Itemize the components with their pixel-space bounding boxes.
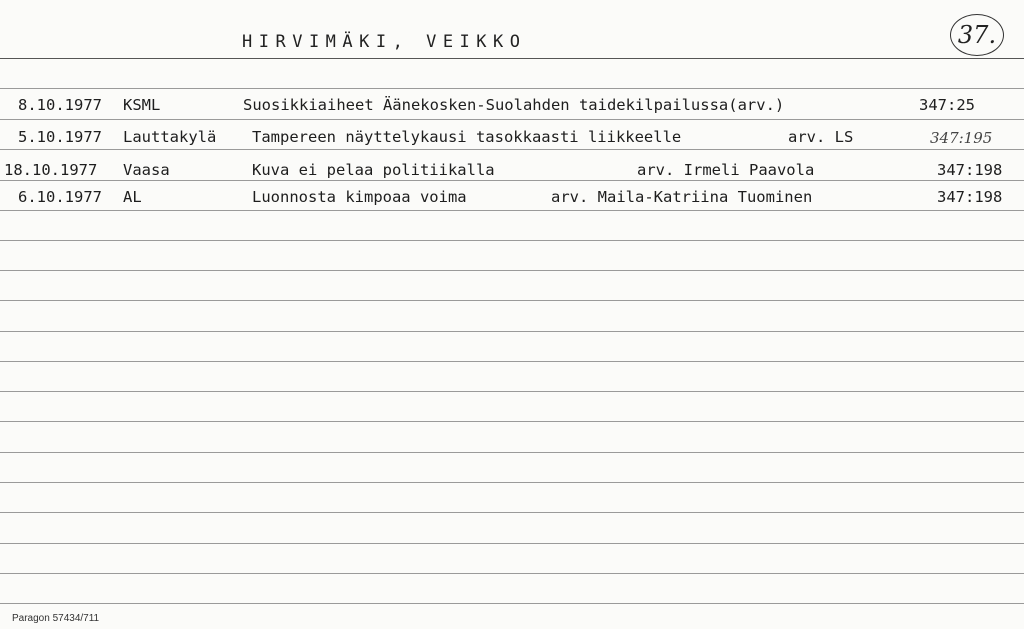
card-number-circle: [950, 14, 1004, 56]
entry-reviewer: arv. Maila-Katriina Tuominen: [551, 188, 813, 206]
entry-text: Kuva ei pelaa politiikalla: [252, 161, 495, 179]
card-footer-print-code: Paragon 57434/711: [12, 613, 100, 624]
ruled-line: [0, 512, 1024, 513]
entry-ref: 347:198: [937, 161, 1003, 179]
entry-date: 6.10.1977: [18, 188, 102, 206]
card-title: HIRVIMÄKI, VEIKKO: [242, 32, 527, 52]
entry-ref-handwritten: 347:195: [930, 129, 993, 147]
entry-reviewer: arv. Irmeli Paavola: [637, 161, 815, 179]
entry-text: Suosikkiaiheet Äänekosken-Suolahden taidekilpailussa(arv.): [243, 96, 785, 114]
entry-ref: 347:198: [937, 188, 1003, 206]
ruled-line: [0, 361, 1024, 362]
ruled-line: [0, 210, 1024, 211]
ruled-line: [0, 421, 1024, 422]
ruled-line: [0, 603, 1024, 604]
ruled-line: [0, 543, 1024, 544]
card-number: 37.: [957, 21, 997, 49]
entry-reviewer: arv. LS: [788, 128, 854, 146]
ruled-line: [0, 119, 1024, 120]
ruled-line: [0, 240, 1024, 241]
entry-date: 8.10.1977: [18, 96, 102, 114]
ruled-line: [0, 452, 1024, 453]
entry-date: 18.10.1977: [4, 161, 98, 179]
ruled-line: [0, 391, 1024, 392]
ruled-line: [0, 331, 1024, 332]
header-rule: [0, 58, 1024, 59]
entry-source: Vaasa: [123, 161, 170, 179]
entry-ref: 347:25: [919, 96, 975, 114]
ruled-line: [0, 300, 1024, 301]
ruled-line: [0, 180, 1024, 181]
entry-source: Lauttakylä: [123, 128, 217, 146]
entry-date: 5.10.1977: [18, 128, 102, 146]
ruled-line: [0, 88, 1024, 89]
entry-text: Tampereen näyttelykausi tasokkaasti liikkeelle: [252, 128, 682, 146]
entry-source: AL: [123, 188, 142, 206]
entry-source: KSML: [123, 96, 161, 114]
ruled-line: [0, 573, 1024, 574]
entry-text: Luonnosta kimpoaa voima: [252, 188, 467, 206]
ruled-line: [0, 482, 1024, 483]
ruled-line: [0, 270, 1024, 271]
ruled-line: [0, 149, 1024, 150]
